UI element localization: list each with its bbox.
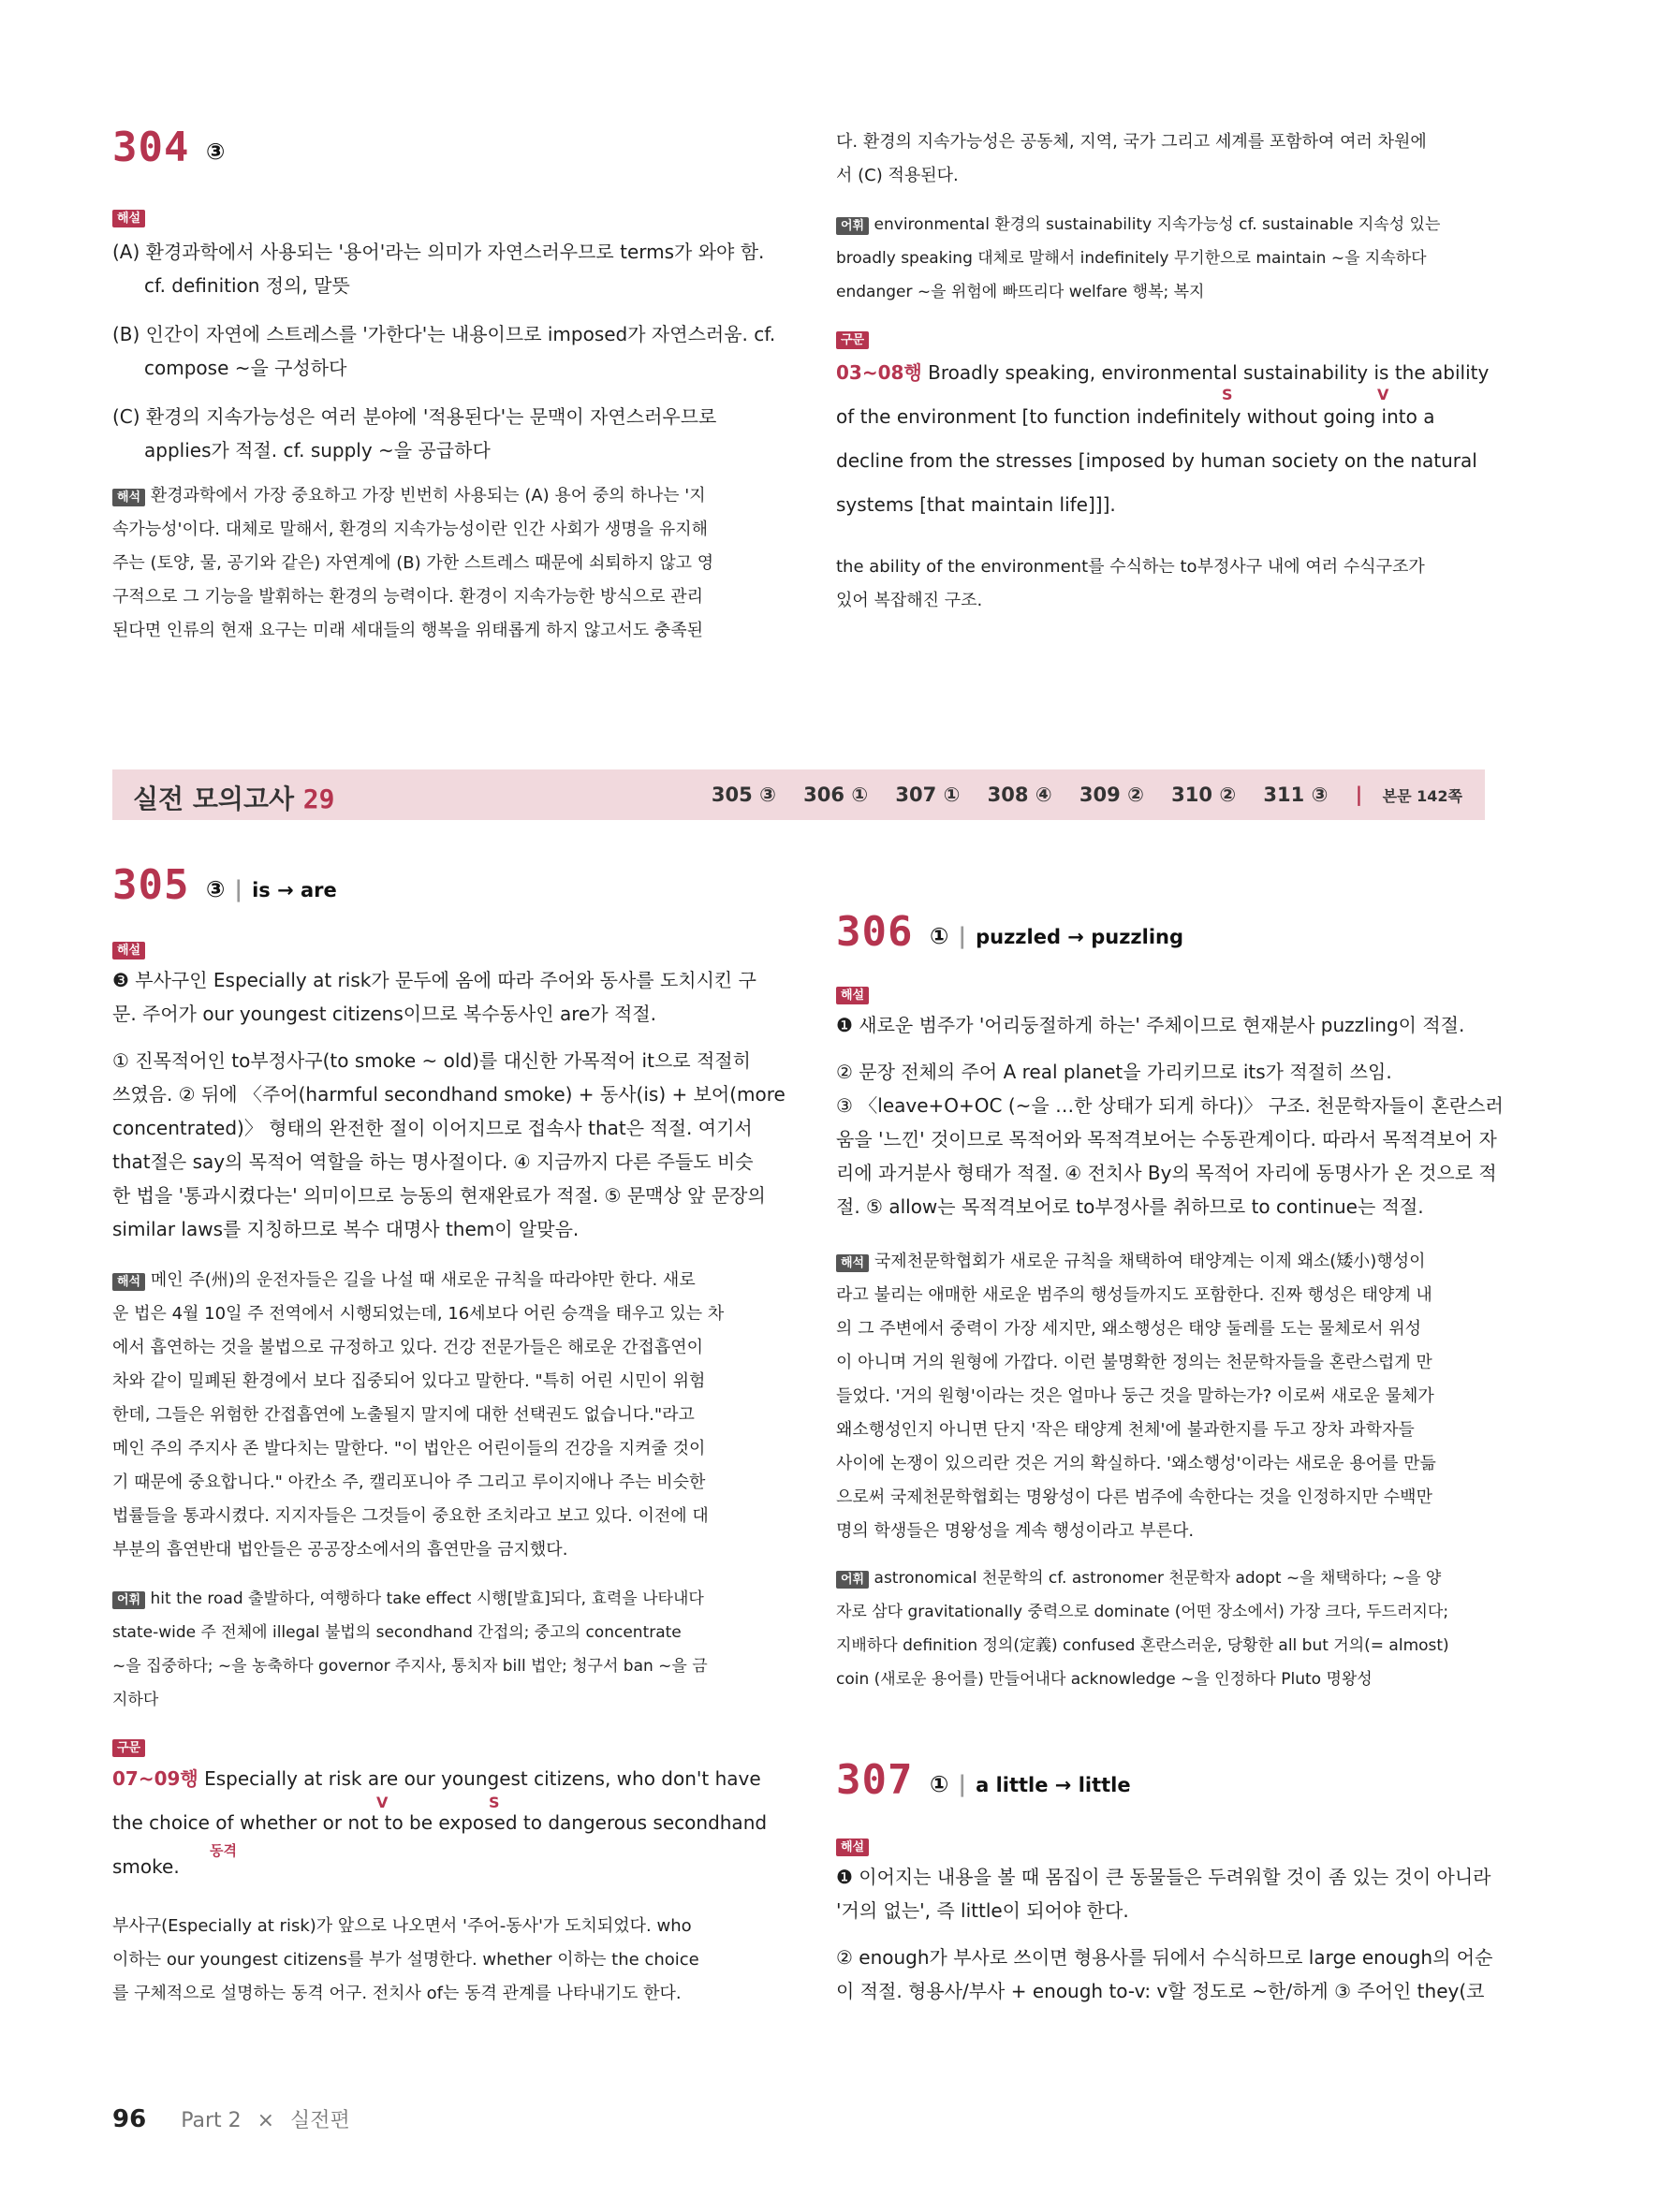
tag-structure: 구문 (112, 1739, 145, 1757)
tag-explain: 해설 (112, 942, 145, 960)
translation-line: 부분의 흡연반대 법안들은 공공장소에서의 흡연만을 금지했다. (112, 1540, 568, 1560)
explain-line: applies가 적절. cf. supply ~을 공급하다 (144, 439, 491, 461)
banner-title-text: 실전 모의고사 (133, 784, 295, 814)
footer-part: Part 2 (181, 2109, 242, 2132)
tag-explain: 해설 (836, 1838, 869, 1856)
note-line: 있어 복잡해진 구조. (836, 591, 983, 610)
verb-marker: V (376, 1794, 389, 1811)
translation-line: 으로써 국제천문학협회는 명왕성이 다른 범주에 속한다는 것을 인정하지만 수백만 (836, 1487, 1432, 1507)
explanation-305 (112, 940, 786, 1246)
banner-page-ref: 본문 142쪽 (1382, 787, 1462, 805)
translation-line: 주는 (토양, 물, 공기와 같은) 자연계에 (B) 가한 스트레스 때문에 쇠퇴하지 않고 영 (112, 553, 714, 573)
translation-304-cont (836, 125, 1491, 193)
vocab-line: 자로 삼다 gravitationally 중력으로 dominate (어떤 장소에서) 가장 크다, 두드러지다; (836, 1603, 1449, 1621)
question-number-305: 305 (112, 861, 190, 909)
translation-line: 이 아니며 거의 원형에 가깝다. 이런 불명확한 정의는 천문학자들을 혼란스럽게 만 (836, 1353, 1432, 1372)
explain-line: cf. definition 정의, 말뜻 (144, 274, 350, 297)
vocab-304 (836, 208, 1491, 309)
explain-line: ② 문장 전체의 주어 A real planet을 가리키므로 its가 적절히 쓰임. (836, 1061, 1392, 1083)
explanation-306 (836, 985, 1504, 1223)
banner-answer: 307 ① (895, 784, 961, 806)
structure-note-305 (112, 1910, 768, 2011)
answer-correction: puzzled → puzzling (976, 926, 1184, 948)
banner-answer: 308 ④ (987, 784, 1052, 806)
explanation-304 (112, 208, 776, 467)
structure-line: the choice of whether or not to be exposed to dangerous secondhand (112, 1811, 768, 1834)
structure-line: smoke. (112, 1855, 180, 1878)
translation-line: 속가능성'이다. 대체로 말해서, 환경의 지속가능성이란 인간 사회가 생명을 유지해 (112, 520, 708, 539)
vocab-line: endanger ~을 위험에 빠뜨리다 welfare 행복; 복지 (836, 283, 1205, 301)
answer-307: ① | a little → little (930, 1771, 1131, 1797)
banner-answer: 306 ① (803, 784, 869, 806)
translation-line: 기 때문에 중요합니다." 아칸소 주, 캘리포니아 주 그리고 루이지애나 주는 비슷한 (112, 1472, 706, 1492)
translation-306 (836, 1245, 1491, 1548)
subject-marker: S (1222, 386, 1233, 403)
translation-line: 환경과학에서 가장 중요하고 가장 빈번히 사용되는 (A) 용어 중의 하나는 '지 (150, 486, 706, 505)
note-line: the ability of the environment를 수식하는 to부정사구 내에 여러 수식구조가 (836, 557, 1425, 577)
test-banner (112, 769, 1485, 820)
explain-line: 쓰였음. ② 뒤에 〈주어(harmful secondhand smoke) + 동사(is) + 보어(more (112, 1083, 786, 1106)
page-number: 96 (112, 2105, 147, 2133)
translation-line: 에서 흡연하는 것을 불법으로 규정하고 있다. 건강 전문가들은 해로운 간접흡연이 (112, 1338, 704, 1357)
explain-line: ② enough가 부사로 쓰이면 형용사를 뒤에서 수식하므로 large enough의 어순 (836, 1946, 1493, 1969)
explain-line: (B) 인간이 자연에 스트레스를 '가한다'는 내용이므로 imposed가 자연스러움. cf. (112, 323, 776, 345)
translation-line: 들었다. '거의 원형'이라는 것은 얼마나 둥근 것을 말하는가? 이로써 새로운 물체가 (836, 1386, 1434, 1406)
question-number-307: 307 (836, 1756, 914, 1804)
note-line: 를 구체적으로 설명하는 동격 어구. 전치사 of는 동격 관계를 나타내기도 한다. (112, 1984, 682, 2003)
explain-line: 절. ⑤ allow는 목적격보어로 to부정사를 취하므로 to continue는 적절. (836, 1195, 1424, 1218)
banner-answer: 310 ② (1171, 784, 1237, 806)
translation-line: 서 (C) 적용된다. (836, 166, 959, 185)
translation-line: 메인 주(州)의 운전자들은 길을 나설 때 새로운 규칙을 따라야만 한다. 새로 (150, 1270, 696, 1290)
tag-explain: 해설 (112, 210, 145, 227)
vocab-line: 지배하다 definition 정의(定義) confused 혼란스러운, 당황한 all but 거의(= almost) (836, 1636, 1449, 1655)
structure-line: systems [that maintain life]]]. (836, 493, 1116, 516)
explain-line: 움을 '느낀' 것이므로 목적어와 목적격보어는 수동관계이다. 따라서 목적격보어 자 (836, 1128, 1497, 1150)
vocab-line: 지하다 (112, 1691, 159, 1709)
vocab-line: environmental 환경의 sustainability 지속가능성 cf. sustainable 지속성 있는 (874, 215, 1441, 234)
explain-line: ① 진목적어인 to부정사구(to smoke ~ old)를 대신한 가목적어 it으로 적절히 (112, 1049, 751, 1072)
verb-marker: V (1377, 386, 1389, 403)
structure-line: of the environment [to function indefinitely without going into a (836, 405, 1435, 428)
banner-title (133, 779, 335, 816)
translation-line: 법률들을 통과시켰다. 지지자들은 그것들이 중요한 조치라고 보고 있다. 이전에 대 (112, 1506, 709, 1526)
page-footer (112, 2104, 350, 2133)
answer-correction: a little → little (976, 1774, 1131, 1796)
explain-line: concentrated)〉 형태의 완전한 절이 이어지므로 접속사 that은 적절. 여기서 (112, 1117, 753, 1139)
vocab-line: astronomical 천문학의 cf. astronomer 천문학자 adopt ~을 채택하다; ~을 양 (874, 1569, 1442, 1588)
vocab-line: ~을 집중하다; ~을 농축하다 governor 주지사, 통치자 bill 법안; 청구서 ban ~을 금 (112, 1657, 708, 1676)
structure-304 (836, 330, 1491, 527)
translation-line: 운 법은 4월 10일 주 전역에서 시행되었는데, 16세보다 어린 승객을 태우고 있는 차 (112, 1304, 725, 1324)
vocab-line: coin (새로운 용어를) 만들어내다 acknowledge ~을 인정하다 Pluto 명왕성 (836, 1670, 1373, 1689)
explain-line: similar laws를 지칭하므로 복수 대명사 them이 알맞음. (112, 1218, 580, 1240)
structure-note-304 (836, 550, 1491, 618)
structure-line-label: 07~09행 (112, 1767, 198, 1790)
tag-structure: 구문 (836, 331, 869, 349)
translation-line: 라고 불리는 애매한 새로운 범주의 행성들까지도 포함한다. 진짜 행성은 태양계 내 (836, 1285, 1432, 1305)
appositive-marker: 동격 (210, 1842, 237, 1859)
explain-line: 이 적절. 형용사/부사 + enough to-v: v할 정도로 ~한/하게 ③ 주어인 they(코 (836, 1980, 1485, 2002)
translation-line: 의 그 주변에서 중력이 가장 세지만, 왜소행성은 태양 둘레를 도는 물체로서 위성 (836, 1319, 1422, 1339)
tag-translation: 해석 (112, 489, 145, 506)
footer-section: 실전편 (290, 2109, 350, 2132)
translation-line: 왜소행성인지 아니면 단지 '작은 태양계 천체'에 불과한지를 두고 장차 과학자들 (836, 1420, 1415, 1440)
translation-line: 다. 환경의 지속가능성은 공동체, 지역, 국가 그리고 세계를 포함하여 여러 차원에 (836, 132, 1427, 152)
translation-line: 구적으로 그 기능을 발휘하는 환경의 능력이다. 환경이 지속가능한 방식으로 관리 (112, 587, 704, 607)
explain-line: that절은 say의 목적어 역할을 하는 명사절이다. ④ 지금까지 다른 주들도 비슷 (112, 1150, 754, 1173)
translation-line: 메인 주의 주지사 존 발다치는 말한다. "이 법안은 어린이들의 건강을 지켜줄 것이 (112, 1439, 706, 1458)
explain-line: ③ 〈leave+O+OC (~을 …한 상태가 되게 하다)〉 구조. 천문학자들이 혼란스러 (836, 1094, 1504, 1117)
explain-line: ❶ 새로운 범주가 '어리둥절하게 하는' 주체이므로 현재분사 puzzling이 적절. (836, 1014, 1465, 1036)
vocab-305 (112, 1582, 768, 1717)
answer-304: ③ (206, 139, 226, 165)
translation-line: 한데, 그들은 위험한 간접흡연에 노출될지 말지에 대한 선택권도 없습니다."라고 (112, 1405, 695, 1425)
answer-correction: is → are (252, 879, 337, 901)
translation-304 (112, 479, 768, 648)
translation-line: 국제천문학협회가 새로운 규칙을 채택하여 태양계는 이제 왜소(矮小)행성이 (874, 1252, 1426, 1271)
structure-line-label: 03~08행 (836, 361, 922, 384)
vocab-line: broadly speaking 대체로 말해서 indefinitely 무기한으로 maintain ~을 지속하다 (836, 249, 1427, 268)
structure-line: Especially at risk are our youngest citizens, who don't have (204, 1767, 761, 1790)
vocab-line: state-wide 주 전체에 illegal 불법의 secondhand 간접의; 중고의 concentrate (112, 1623, 682, 1642)
answer-value: ③ (206, 876, 226, 902)
structure-line: Broadly speaking, environmental sustainability is the ability (928, 361, 1490, 384)
explain-line: 한 법을 '통과시켰다는' 의미이므로 능동의 현재완료가 적절. ⑤ 문맥상 앞 문장의 (112, 1184, 766, 1207)
banner-answer: 311 ③ (1263, 784, 1329, 806)
translation-305 (112, 1264, 768, 1567)
answer-value: ① (930, 923, 949, 949)
note-line: 부사구(Especially at risk)가 앞으로 나오면서 '주어-동사'가 도치되었다. who (112, 1916, 692, 1936)
structure-305 (112, 1737, 768, 1889)
tag-translation: 해석 (836, 1254, 869, 1272)
explain-line: '거의 없는', 즉 little이 되어야 한다. (836, 1899, 1129, 1922)
banner-test-number: 29 (302, 784, 335, 814)
explain-line: 문. 주어가 our youngest citizens이므로 복수동사인 are가 적절. (112, 1003, 657, 1025)
vocab-line: hit the road 출발하다, 여행하다 take effect 시행[발효]되다, 효력을 나타내다 (150, 1589, 704, 1608)
question-number-306: 306 (836, 908, 914, 956)
explain-line: compose ~을 구성하다 (144, 357, 347, 379)
translation-line: 사이에 논쟁이 있으리란 것은 거의 확실하다. '왜소행성'이라는 새로운 용어를 만듦 (836, 1454, 1436, 1473)
tag-vocab: 어휘 (836, 1571, 869, 1589)
vocab-306 (836, 1561, 1491, 1696)
explain-line: ❸ 부사구인 Especially at risk가 문두에 옴에 따라 주어와 동사를 도치시킨 구 (112, 969, 756, 991)
explain-line: (A) 환경과학에서 사용되는 '용어'라는 의미가 자연스러우므로 terms가 와야 함. (112, 241, 765, 263)
answer-306: ① | puzzled → puzzling (930, 923, 1184, 949)
footer-separator: × (257, 2109, 275, 2132)
question-number-304: 304 (112, 124, 190, 171)
tag-vocab: 어휘 (112, 1591, 145, 1609)
translation-line: 된다면 인류의 현재 요구는 미래 세대들의 행복을 위태롭게 하지 않고서도 충족된 (112, 621, 704, 640)
banner-answer: 305 ③ (711, 784, 776, 806)
answer-value: ① (930, 1771, 949, 1797)
structure-line: decline from the stresses [imposed by human society on the natural (836, 449, 1477, 472)
note-line: 이하는 our youngest citizens를 부가 설명한다. whether 이하는 the choice (112, 1950, 699, 1970)
tag-translation: 해석 (112, 1273, 145, 1291)
tag-vocab: 어휘 (836, 217, 869, 235)
subject-marker: S (489, 1794, 500, 1811)
explain-line: (C) 환경의 지속가능성은 여러 분야에 '적용된다'는 문맥이 자연스러우므로 (112, 405, 717, 428)
explanation-307 (836, 1837, 1491, 2008)
banner-answer-list: 305 ③ 306 ① 307 ① 308 ④ 309 ② 310 ② 311 ③ | 본문 142쪽 (711, 784, 1462, 806)
explain-line: 리에 과거분사 형태가 적절. ④ 전치사 By의 목적어 자리에 동명사가 온 것으로 적 (836, 1162, 1497, 1184)
explain-line: ❶ 이어지는 내용을 볼 때 몸집이 큰 동물들은 두려워할 것이 좀 있는 것이 아니라 (836, 1866, 1491, 1888)
translation-line: 차와 같이 밀폐된 환경에서 보다 집중되어 있다고 말한다. "특히 어린 시민이 위험 (112, 1371, 706, 1391)
translation-line: 명의 학생들은 명왕성을 계속 행성이라고 부른다. (836, 1521, 1195, 1541)
answer-305: ③ | is → are (206, 876, 337, 902)
banner-answer: 309 ② (1079, 784, 1144, 806)
tag-explain: 해설 (836, 987, 869, 1004)
